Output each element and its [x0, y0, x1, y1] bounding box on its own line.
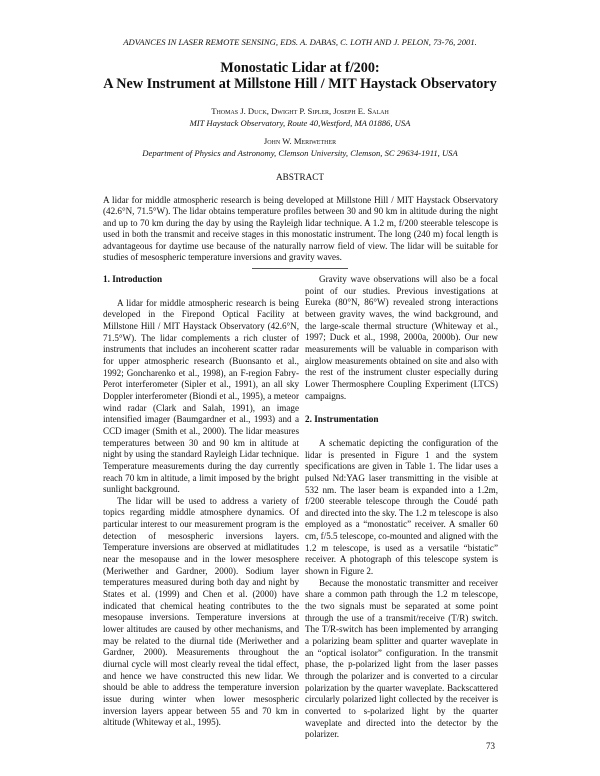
paragraph: Because the monostatic transmitter and receiver share a common path through the 1.2 m telescope, the two signals must be separated at some point through the use of a transmit/receive (T/R) switch. The T/R-switch has been implemented by arranging a polarizing beam splitter and quarter waveplate in an “optical isolator” configuration. In the transmit phase, the p-polarized light from the laser passes through the polarizer and is converted to a circular polarization by the quarter waveplate. Backscattered circularly polarized light collected by the receiver is converted to s-polarized light by the quarter waveplate and directed into the detector by the polarizer. [305, 577, 498, 740]
section-heading-instrumentation: 2. Instrumentation [305, 414, 379, 425]
paragraph: The lidar will be used to address a variety of topics regarding middle atmosphere dynamics. Of particular interest to our measurement program is the detection of mesospheric inversions layers. Temperature inversions are observed at midlatitudes near the mesopause and in the lower mesosphere (Meriwether and Gardner, 2000). Sodium layer temperatures measured during both day and night by States et al. (1999) and Chen et al. (2000) have indicated that chemical heating contributes to the mesopause inversions. Temperature inversions at lower altitudes are caused by other mechanisms, and may be related to the diurnal tide (Meriwether and Gardner, 2000). Measurements throughout the diurnal cycle will most clearly reveal the tidal effect, and hence we have constructed this new lidar. We should be able to address the temperature inversion issue during winter when lower mesospheric inversion layers appear between 55 and 70 km in altitude (Whiteway et al., 1995). [103, 495, 299, 728]
section-heading-introduction: 1. Introduction [103, 274, 163, 284]
paper-title [0, 60, 600, 92]
left-column [103, 274, 299, 729]
authors-group-1: Thomas J. Duck, Dwight P. Sipler, Joseph E. Salah [211, 106, 389, 116]
affiliation-1: MIT Haystack Observatory, Route 40,Westford, MA 01886, USA [189, 118, 411, 128]
paragraph: A lidar for middle atmospheric research is being developed in the Firepond Optical Facility at Millstone Hill / MIT Haystack Observatory (42.6°N, 71.5°W). The lidar complements a rich cluster of instruments that includes an incoherent scatter radar for upper atmospheric research (Buonsanto et al., 1992; Goncharenko et al., 1998), an F-region Fabry-Perot interferometer (Sipler et al., 1991), an all sky Doppler interferometer (Biondi et al., 1995), a meteor wind radar (Clark and Salah, 1991), an image intensified imager (Baumgardner et al., 1993) and a CCD imager (Smith et al., 2000). The lidar measures temperatures between 30 and 90 km in altitude at night by using the standard Rayleigh Lidar technique. Temperature measurements during the day currently reach 70 km in altitude, a limit imposed by the bright sunlight background. [103, 297, 299, 495]
page-number: 73 [486, 741, 495, 751]
right-column [305, 274, 498, 741]
abstract-text: A lidar for middle atmospheric research is being developed at Millstone Hill / MIT Haystack Observatory (42.6°N, 71.5°W). The lidar obtains temperature profiles between 30 and 90 km in altitude during the night and up to 70 km during the day by using the Rayleigh lidar technique. A 1.2 m, f/200 steerable telescope is used in both the transmit and receive stages in this monostatic instrument. The long (240 m) focal length is advantageous for daytime use because of the naturally narrow field of view. The lidar will be suitable for studies of mesospheric temperature inversions and gravity waves. [103, 195, 498, 263]
paragraph: Gravity wave observations will also be a focal point of our studies. Previous investigations at Eureka (80°N, 86°W) revealed strong interactions between gravity waves, the wind background, and the large-scale thermal structure (Whiteway et al., 1997; Duck et al., 1998, 2000a, 2000b). Our new measurements will be valuable in comparison with airglow measurements obtained on site and also with the rest of the instrument cluster especially during Lower Thermosphere Coupling Experiment (LTCS) campaigns. [305, 274, 498, 401]
divider [252, 268, 348, 269]
title-line-2: A New Instrument at Millstone Hill / MIT Haystack Observatory [103, 76, 497, 92]
affiliation-2: Department of Physics and Astronomy, Clemson University, Clemson, SC 29634-1911, USA [142, 148, 458, 158]
title-line-1: Monostatic Lidar at f/200: [220, 60, 380, 76]
paragraph: A schematic depicting the configuration of the lidar is presented in Figure 1 and the system specifications are given in Table 1. The lidar uses a pulsed Nd:YAG laser transmitting in the visible at 532 nm. The laser beam is expanded into a 1.2m, f/200 steerable telescope through the Coudé path and directed into the sky. The 1.2 m telescope is also employed as a “monostatic” receiver. A smaller 60 cm, f/5.5 telescope, co-mounted and aligned with the 1.2 m telescope, is used as a versatile “bistatic” receiver. A photograph of this telescope system is shown in Figure 2. [305, 437, 498, 577]
authors-group-2: John W. Meriwether [263, 136, 337, 146]
abstract-heading: ABSTRACT [276, 172, 324, 182]
journal-header: ADVANCES IN LASER REMOTE SENSING, EDS. A. DABAS, C. LOTH AND J. PELON, 73-76, 2001. [123, 37, 477, 47]
